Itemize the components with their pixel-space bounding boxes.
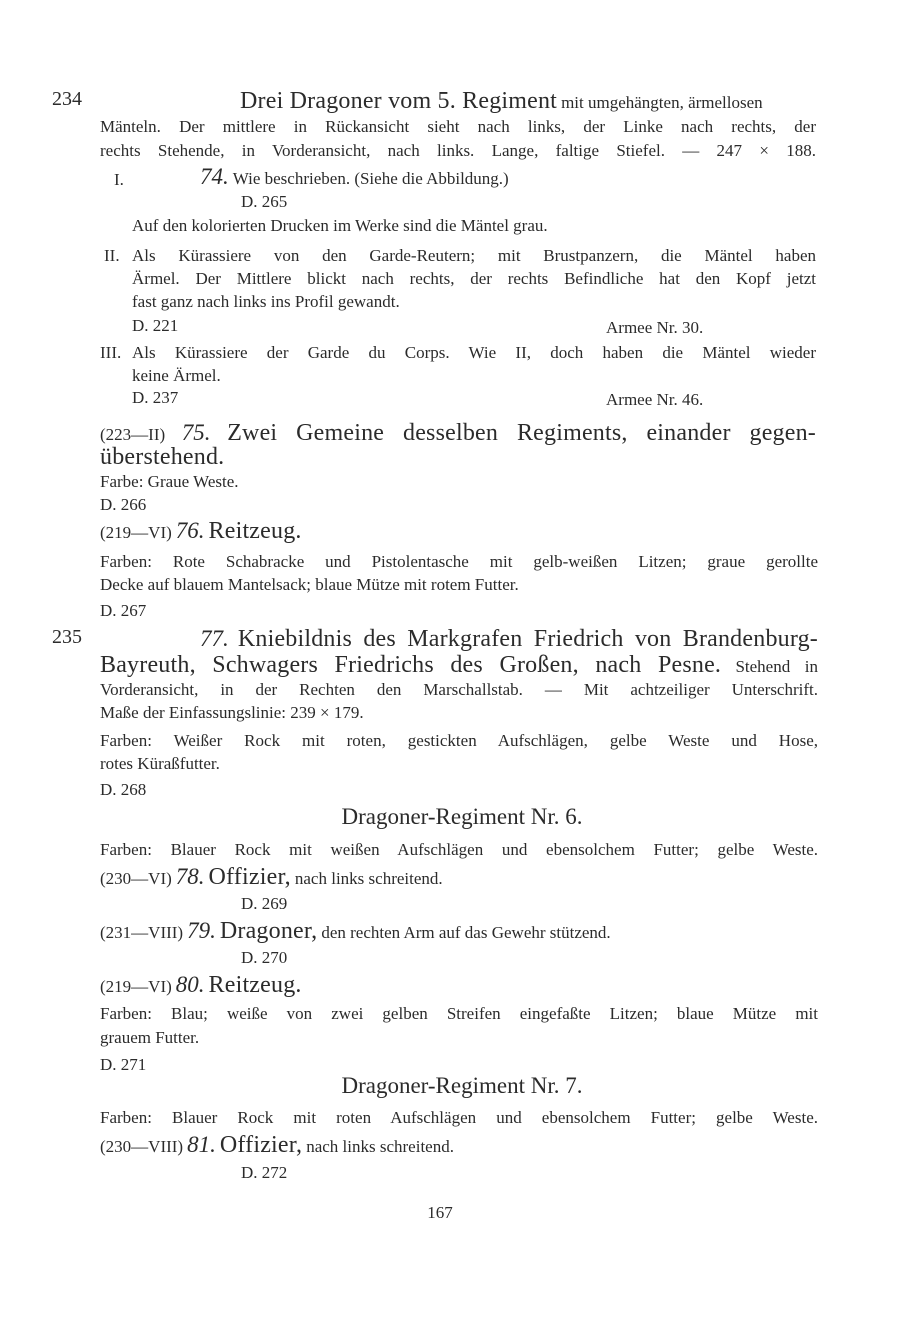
entry-234-II-d-ref: D. 221 xyxy=(132,316,179,335)
entry-81-d-ref: D. 272 xyxy=(241,1163,288,1182)
entry-80-d-ref: D. 271 xyxy=(100,1055,147,1074)
entry-78-ref: (230—VI) xyxy=(100,869,172,888)
entry-79-d-ref: D. 270 xyxy=(241,948,288,967)
entry-74-note: Auf den kolorierten Drucken im Werke sind die Mäntel grau. xyxy=(132,216,548,235)
entry-77-line4: Maße der Einfassungslinie: 239 × 179. xyxy=(100,703,364,722)
entry-234-II-label: II. xyxy=(104,246,120,265)
margin-number-234: 234 xyxy=(52,88,82,110)
entry-234-title-rest: mit umgehängten, ärmellosen xyxy=(561,93,763,112)
entry-234-II-line3: fast ganz nach links ins Profil gewandt. xyxy=(132,292,400,311)
entry-76-title: Reitzeug. xyxy=(208,518,302,544)
entry-234-III-label: III. xyxy=(100,343,122,362)
entry-75-title2: überstehend. xyxy=(100,444,225,470)
entry-79-rest: den rechten Arm auf das Gewehr stützend. xyxy=(321,923,611,942)
entry-234-line3: rechts Stehende, in Vorderansicht, nach links. Lange, faltige Stiefel. — 247 × 188. xyxy=(100,141,816,160)
entry-74-text: Wie beschrieben. (Siehe die Abbildung.) xyxy=(232,169,509,188)
entry-234-line2: Mänteln. Der mittlere in Rückansicht sieht nach links, der Linke nach rechts, der xyxy=(100,117,816,136)
entry-234-II-line1: Als Kürassiere von den Garde-Reutern; mit Brustpanzern, die Mäntel haben xyxy=(132,246,816,265)
entry-75-heading-line1 xyxy=(100,420,816,446)
entry-234-II-line2: Ärmel. Der Mittlere blickt nach rechts, der rechts Befindliche hat den Kopf jetzt xyxy=(132,269,816,288)
entry-80-farben1: Farben: Blau; weiße von zwei gelben Streifen eingefaßte Litzen; blaue Mütze mit xyxy=(100,1004,818,1023)
entry-234-III-d-ref: D. 237 xyxy=(132,388,179,407)
entry-80-ref: (219—VI) xyxy=(100,977,172,996)
entry-77-d-ref: D. 268 xyxy=(100,780,147,799)
section-heading-regiment-7: Dragoner-Regiment Nr. 7. xyxy=(341,1073,583,1098)
entry-234-II-armee: Armee Nr. 30. xyxy=(606,318,704,337)
margin-number-235: 235 xyxy=(52,626,82,648)
entry-76-farben2: Decke auf blauem Mantelsack; blaue Mütze mit rotem Futter. xyxy=(100,575,519,594)
entry-80-title: Reitzeug. xyxy=(208,972,302,998)
entry-76-farben1: Farben: Rote Schabracke und Pistolentasche mit gelb-weißen Litzen; graue gerollte xyxy=(100,552,818,571)
entry-78-d-ref: D. 269 xyxy=(241,894,288,913)
entry-75-farbe: Farbe: Graue Weste. xyxy=(100,472,239,491)
entry-80-heading xyxy=(100,972,302,998)
entry-76-d-ref: D. 267 xyxy=(100,601,147,620)
entry-75-number: 75. xyxy=(181,420,211,445)
entry-78-title: Offizier, xyxy=(208,864,291,890)
entry-77-line3: Vorderansicht, in der Rechten den Marschallstab. — Mit achtzeiliger Unterschrift. xyxy=(100,680,818,699)
entry-76-ref: (219—VI) xyxy=(100,523,172,542)
entry-234-III-armee: Armee Nr. 46. xyxy=(606,390,704,409)
entry-75-d-ref: D. 266 xyxy=(100,495,147,514)
entry-78-heading xyxy=(100,864,443,890)
page-number: 167 xyxy=(427,1203,453,1222)
entry-74-heading xyxy=(200,164,509,190)
section-6-farben: Farben: Blauer Rock mit weißen Aufschlägen und ebensolchem Futter; gelbe Weste. xyxy=(100,840,818,859)
section-7-farben: Farben: Blauer Rock mit roten Aufschlägen und ebensolchem Futter; gelbe Weste. xyxy=(100,1108,818,1127)
entry-75-ref: (223—II) xyxy=(100,425,166,444)
entry-81-ref: (230—VIII) xyxy=(100,1137,184,1156)
entry-79-ref: (231—VIII) xyxy=(100,923,184,942)
entry-78-number: 78. xyxy=(175,864,205,889)
entry-234-I-label: I. xyxy=(114,170,124,189)
entry-74-d-ref: D. 265 xyxy=(241,192,288,211)
entry-234-title: Drei Dragoner vom 5. Regiment xyxy=(240,88,558,114)
entry-77-number: 77. xyxy=(200,626,229,651)
entry-77-title2: Bayreuth, Schwagers Friedrichs des Großen, nach Pesne. xyxy=(100,652,722,678)
entry-78-rest: nach links schreitend. xyxy=(294,869,443,888)
entry-77-heading-line1 xyxy=(200,626,818,652)
entry-79-title: Dragoner, xyxy=(219,918,318,944)
entry-77-farben2: rotes Küraßfutter. xyxy=(100,754,220,773)
entry-77-heading-line2 xyxy=(100,652,818,678)
entry-81-heading xyxy=(100,1132,454,1158)
entry-76-heading xyxy=(100,518,302,544)
entry-234-III-line2: keine Ärmel. xyxy=(132,366,221,385)
entry-74-number: 74. xyxy=(200,164,229,189)
entry-79-number: 79. xyxy=(187,918,216,943)
section-heading-regiment-6: Dragoner-Regiment Nr. 6. xyxy=(341,804,583,829)
entry-77-title1: Kniebildnis des Markgrafen Friedrich von Brandenburg- xyxy=(237,626,818,652)
entry-234-III-line1: Als Kürassiere der Garde du Corps. Wie II, doch haben die Mäntel wieder xyxy=(132,343,816,362)
entry-79-heading xyxy=(100,918,611,944)
entry-80-number: 80. xyxy=(175,972,205,997)
entry-76-number: 76. xyxy=(175,518,205,543)
entry-234-heading xyxy=(240,88,763,114)
entry-81-number: 81. xyxy=(187,1132,216,1157)
entry-75-title1: Zwei Gemeine desselben Regiments, einander gegen- xyxy=(227,420,816,446)
entry-80-farben2: grauem Futter. xyxy=(100,1028,200,1047)
entry-81-title: Offizier, xyxy=(219,1132,303,1158)
entry-81-rest: nach links schreitend. xyxy=(306,1137,454,1156)
entry-77-title2-rest: Stehend in xyxy=(735,657,818,676)
entry-77-farben1: Farben: Weißer Rock mit roten, gestickten Aufschlägen, gelbe Weste und Hose, xyxy=(100,731,818,750)
